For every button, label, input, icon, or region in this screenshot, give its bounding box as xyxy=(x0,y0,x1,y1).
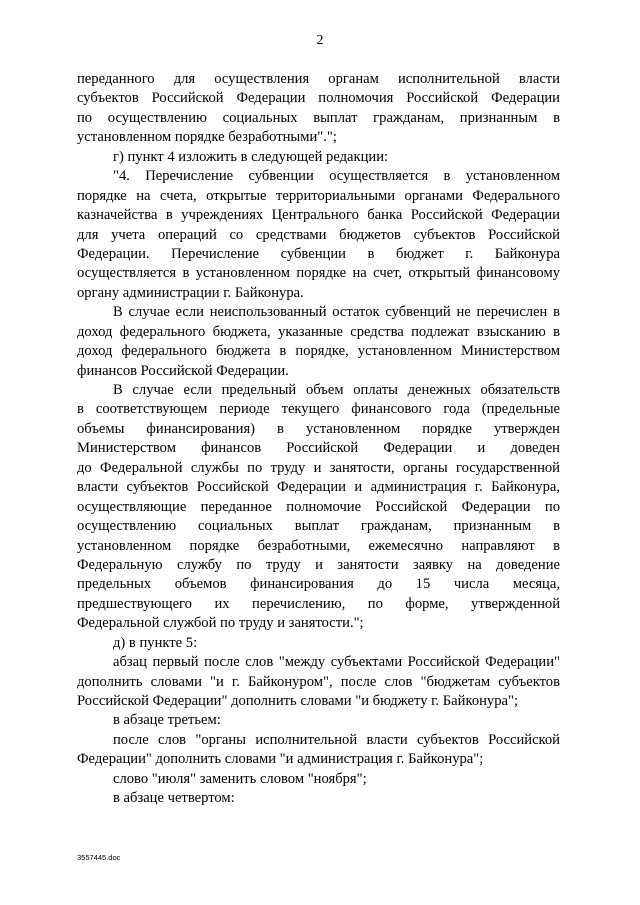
text-line: по осуществлению социальных выплат гражданам, признанным в xyxy=(77,109,560,126)
text-line: для учета операций со средствами бюджетов субъектов Российской xyxy=(77,226,560,243)
text-line: Федерации. Перечисление субвенции в бюджет г. Байконура xyxy=(77,245,560,262)
text-line: в абзаце третьем: xyxy=(113,712,221,729)
text-line: г) пункт 4 изложить в следующей редакции: xyxy=(113,148,389,165)
text-line: предельных объемов финансирования до 15 числа месяца, xyxy=(77,576,560,593)
text-line: доход федерального бюджета в порядке, установленном Министерством xyxy=(77,343,560,360)
text-line: после слов "органы исполнительной власти субъектов Российской xyxy=(113,731,560,748)
text-line: слово "июля" заменить словом "ноября"; xyxy=(113,770,367,787)
text-line: переданного для осуществления органам исполнительной власти xyxy=(77,71,560,87)
text-line: В случае если неиспользованный остаток субвенций не перечислен в xyxy=(113,304,560,321)
text-line: в абзаце четвертом: xyxy=(113,790,235,807)
text-line: финансов Российской Федерации. xyxy=(77,362,289,379)
text-line: предшествующего их перечислению, по форме, утвержденной xyxy=(77,595,560,612)
text-line: Федерации" дополнить словами "и администрация г. Байконура"; xyxy=(77,751,484,768)
text-line: доход федерального бюджета, указанные средства подлежат взысканию в xyxy=(77,323,560,340)
file-name-footer: 3557445.doc xyxy=(77,853,121,862)
text-line: осуществлению социальных выплат гражданам, признанным в xyxy=(77,518,560,535)
text-line: В случае если предельный объем оплаты денежных обязательств xyxy=(113,382,560,398)
text-line: дополнить словами "и г. Байконуром", после слов "бюджетам субъектов xyxy=(77,673,560,690)
text-line: осуществляющие переданное полномочие Российской Федерации по xyxy=(77,498,560,515)
text-line: Федеральной службой по труду и занятости."; xyxy=(77,615,364,632)
text-line: установленном порядке безработными, ежемесячно направляют в xyxy=(77,537,560,554)
text-line: власти субъектов Российской Федерации и администрация г. Байконура, xyxy=(77,479,560,496)
text-line: объемы финансирования) в установленном порядке утвержден xyxy=(77,420,560,437)
text-line: до Федеральной службы по труду и занятости, органы государственной xyxy=(77,459,560,476)
text-line: осуществляется в установленном порядке на счет, открытый финансовому xyxy=(77,265,560,282)
text-line: Федеральную службу по труду и занятости заявку на доведение xyxy=(77,556,560,573)
text-line: абзац первый после слов "между субъектами Российской Федерации" xyxy=(113,654,560,671)
document-body xyxy=(77,70,560,809)
text-line: Российской Федерации" дополнить словами "и бюджету г. Байконура"; xyxy=(77,693,519,709)
text-line: "4. Перечисление субвенции осуществляется в установленном xyxy=(113,168,560,185)
text-line: порядке на счета, открытые территориальными органами Федерального xyxy=(77,187,560,204)
text-line: органу администрации г. Байконура. xyxy=(77,284,304,301)
text-line: казначейства в учреждениях Центрального банка Российской Федерации xyxy=(77,207,560,224)
page-number: 2 xyxy=(316,33,324,48)
text-line: субъектов Российской Федерации полномочия Российской Федерации xyxy=(77,90,560,107)
text-line: установленном порядке безработными"."; xyxy=(77,129,337,146)
text-line: в соответствующем периоде текущего финансового года (предельные xyxy=(77,401,560,418)
text-line: Министерством финансов Российской Федерации и доведен xyxy=(77,440,560,457)
text-line: д) в пункте 5: xyxy=(113,634,198,651)
